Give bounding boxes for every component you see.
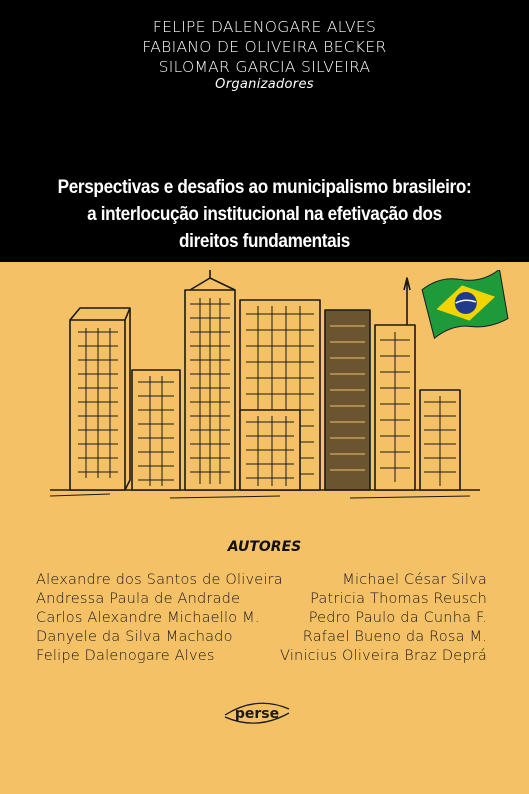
author-right-5: Vinicius Oliveira Braz Deprá — [280, 648, 487, 664]
author-right-2: Patricia Thomas Reusch — [310, 591, 487, 607]
organizer-name-2: FABIANO DE OLIVEIRA BECKER — [142, 38, 387, 56]
book-title-line-2: a interlocução institucional na efetivação dos — [87, 203, 442, 225]
author-left-1: Alexandre dos Santos de Oliveira — [36, 572, 283, 588]
author-left-4: Danyele da Silva Machado — [36, 629, 233, 645]
author-right-3: Pedro Paulo da Cunha F. — [308, 610, 487, 626]
organizer-name-1: FELIPE DALENOGARE ALVES — [152, 18, 377, 36]
author-left-2: Andressa Paula de Andrade — [36, 591, 241, 607]
perse-logo — [221, 697, 293, 727]
book-title-line-3: direitos fundamentais — [179, 230, 350, 252]
author-right-4: Rafael Bueno da Rosa M. — [302, 629, 487, 645]
organizer-name-3: SILOMAR GARCIA SILVEIRA — [158, 58, 371, 76]
organizers-label: Organizadores — [215, 77, 314, 92]
book-title-line-1: Perspectivas e desafios ao municipalismo brasileiro: — [57, 176, 472, 198]
authors-heading: AUTORES — [227, 539, 302, 555]
brazil-flag-icon — [421, 270, 510, 339]
author-right-1: Michael César Silva — [342, 572, 487, 588]
author-left-5: Felipe Dalenogare Alves — [36, 648, 215, 664]
city-skyline-illustration — [50, 270, 510, 510]
publisher-name: perse — [234, 706, 280, 722]
author-left-3: Carlos Alexandre Michaello M. — [36, 610, 260, 626]
